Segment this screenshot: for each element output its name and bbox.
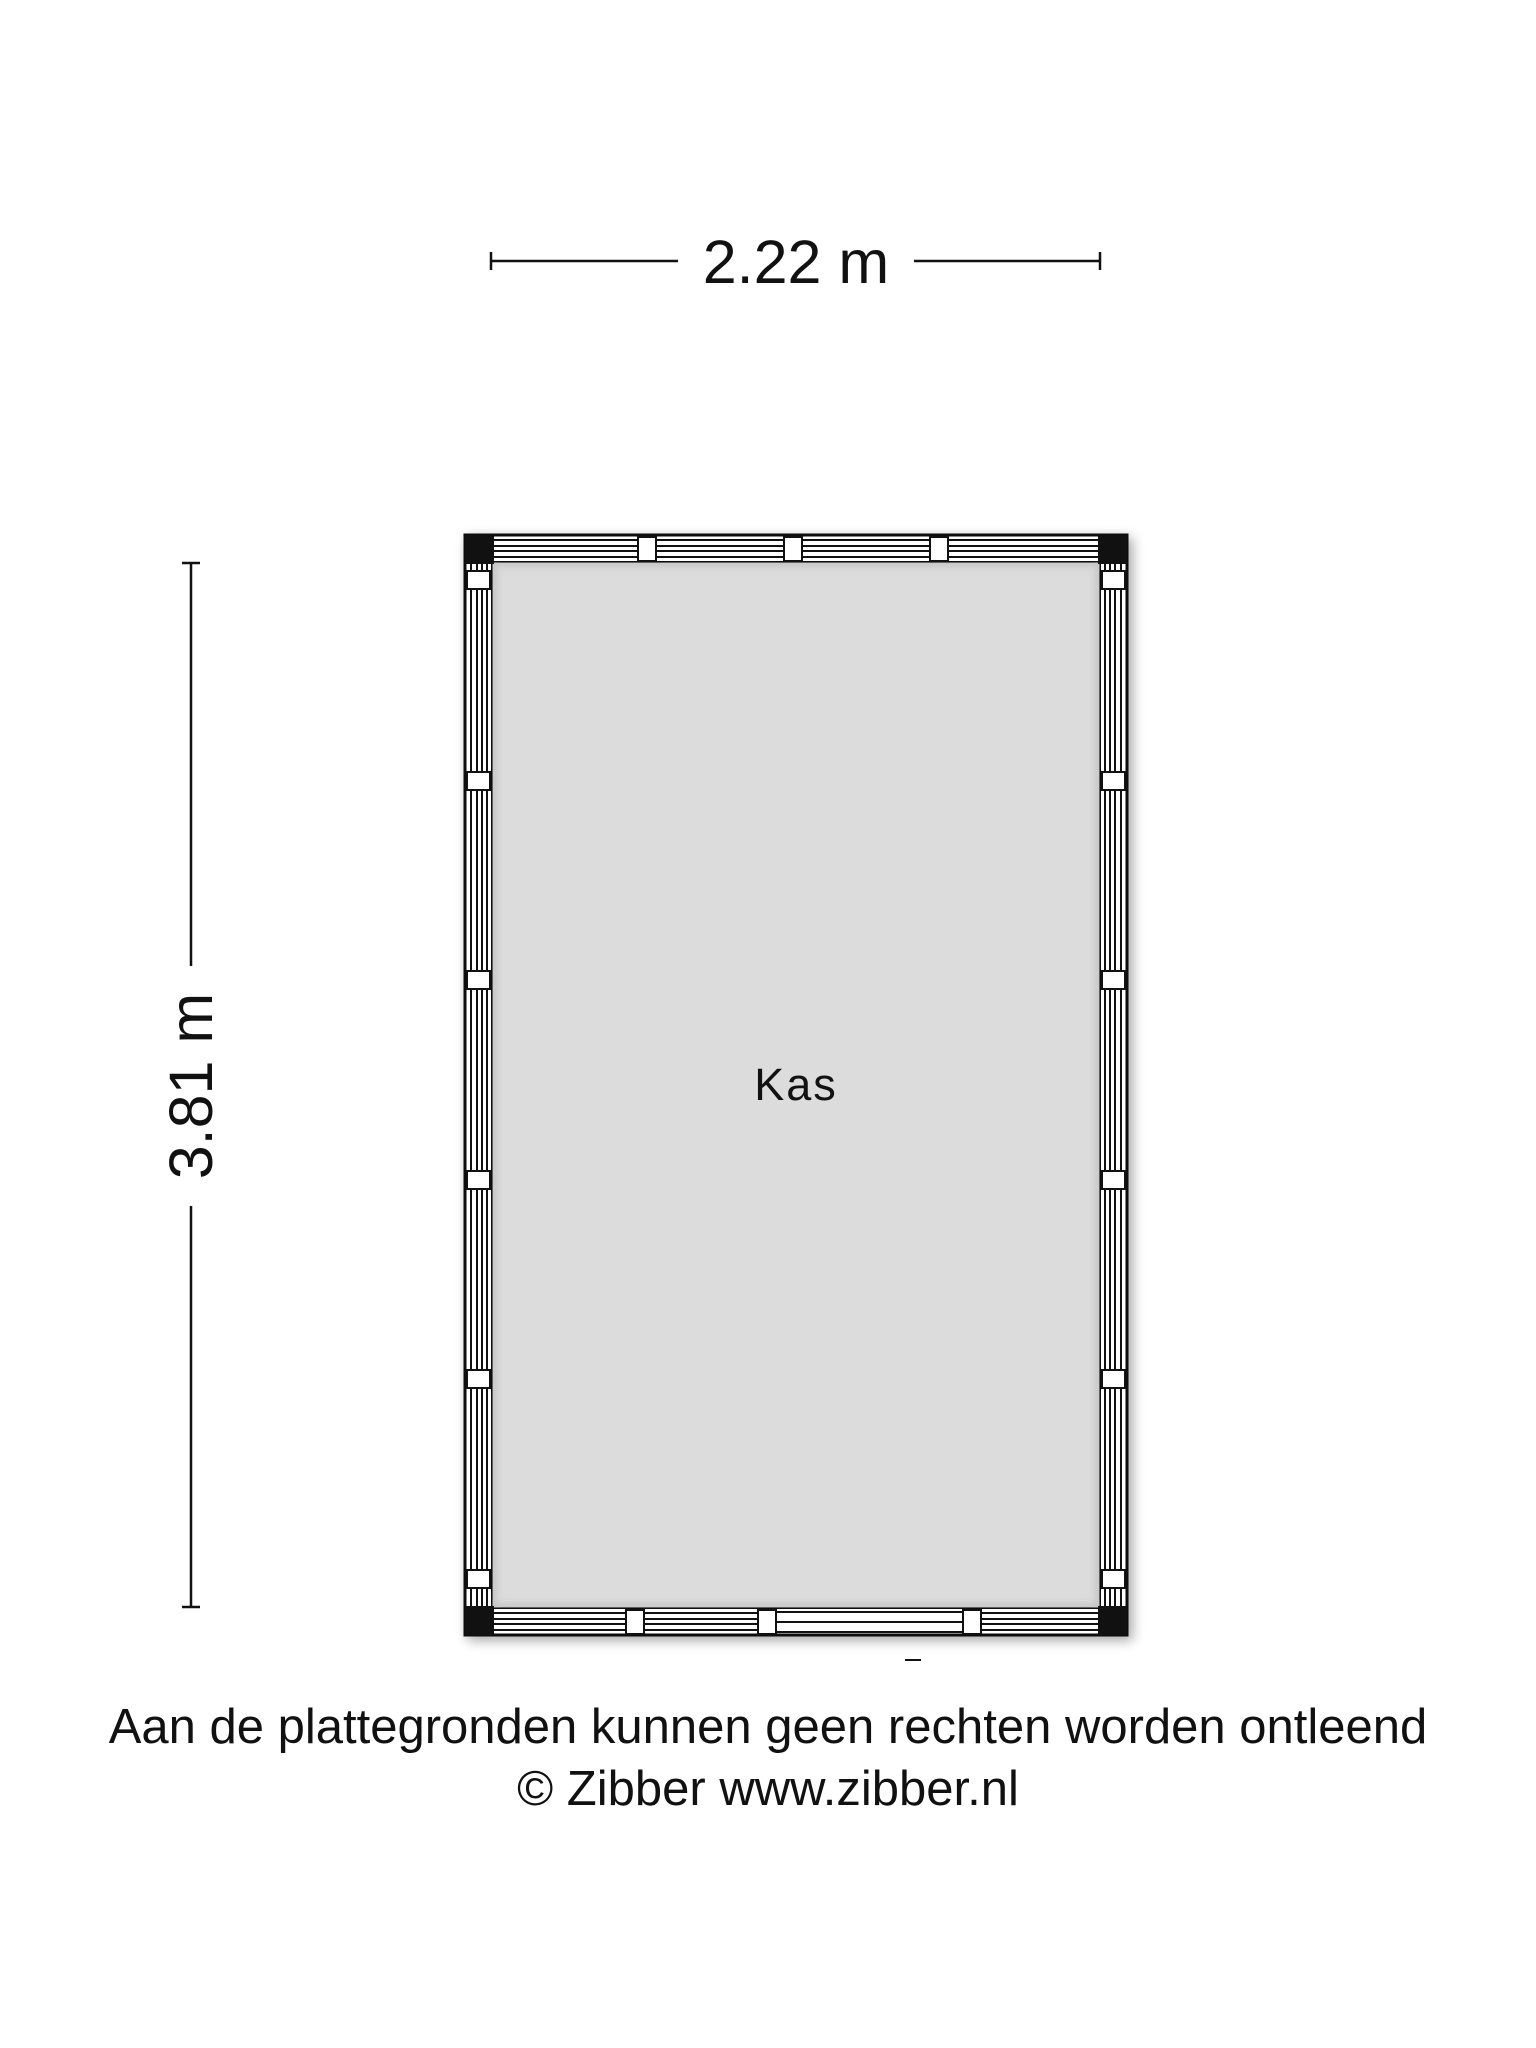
corner-post-top-left <box>465 535 494 564</box>
corner-post-bottom-left <box>465 1606 494 1635</box>
height-dimension <box>157 563 225 1607</box>
corner-post-bottom-right <box>1098 1606 1127 1635</box>
height-dimension-label: 3.81 m <box>157 992 225 1180</box>
disclaimer-text: Aan de plattegronden kunnen geen rechten worden ontleend <box>108 1700 1428 1754</box>
room-label: Kas <box>754 1059 838 1110</box>
width-dimension-label: 2.22 m <box>702 228 890 296</box>
corner-post-top-right <box>1098 535 1127 564</box>
width-dimension <box>491 228 1100 296</box>
copyright-text: © Zibber www.zibber.nl <box>517 1762 1019 1816</box>
